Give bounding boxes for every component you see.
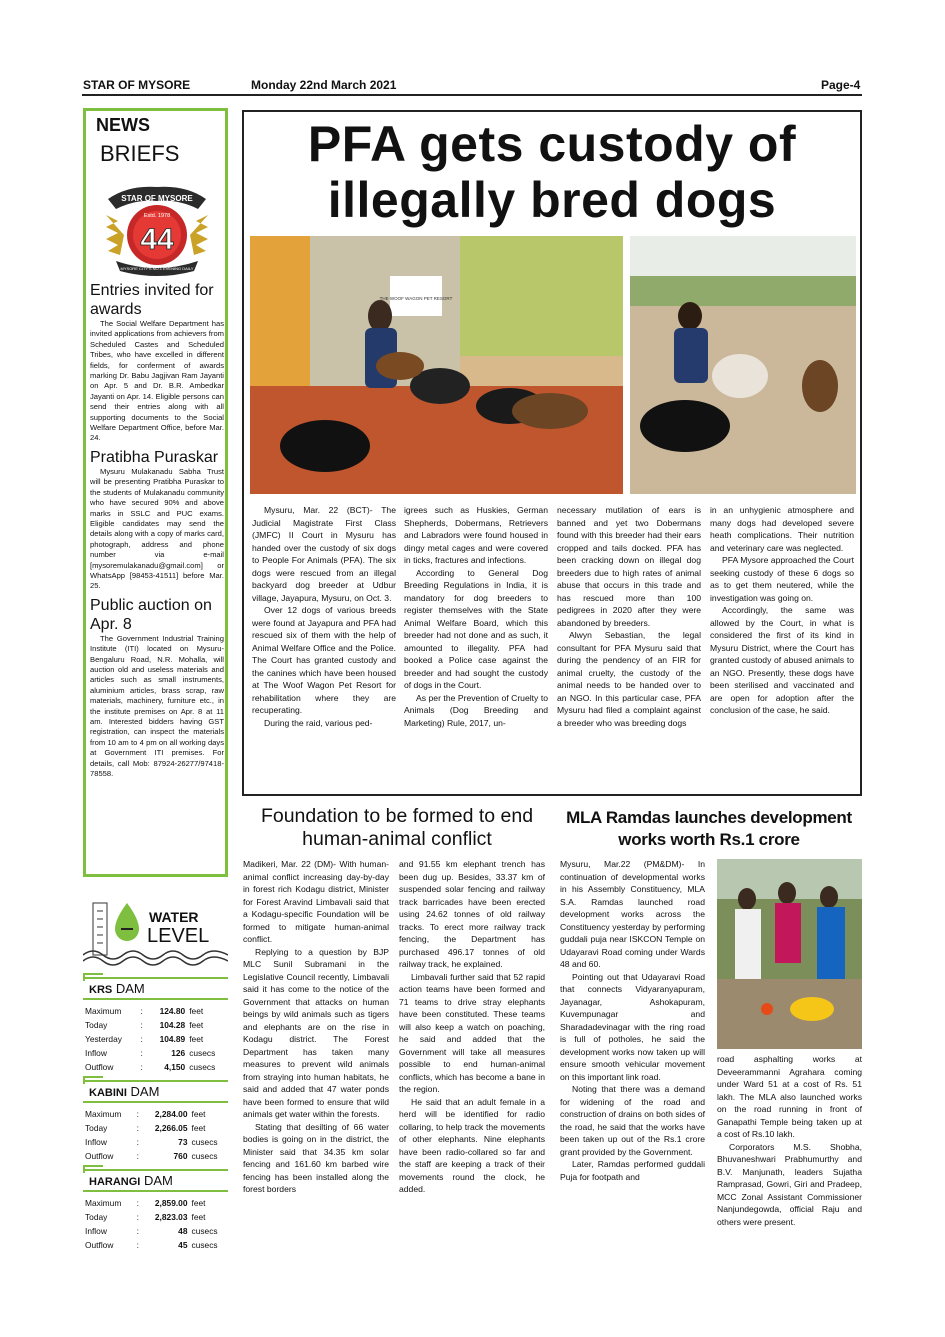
dam-name-bold: KABINI [89,1087,127,1099]
brief-body: Mysuru Mulakanadu Sabha Trust will be presenting Pratibha Puraskar to the students of Mulakanadu community who have secured 90% and above marks in SSLC and PUC exams. Eligible candidates may send the details along with a copy of marks card, photograph, address and phone number via e-mail [mysoremulakanadu@gmail.com] or WhatsApp [98453-41511] before Mar. 25. [90,466,224,591]
lead-paragraph: PFA Mysore approached the Court seeking custody of these 6 dogs so as to get them neutered, while the investigation was going on. [710,555,854,603]
dam-unit: cusecs [191,1150,218,1161]
dam-table [83,1004,228,1074]
brief-heading: Entries invited for awards [90,282,214,318]
foundation-paragraph: Replying to a question by BJP MLC Sunil Subramani in the Legislative Council recently, Limbavali said it has come to the notice of the Government that attacks on human beings by wild animals such as tigers and elephants are on the rise in Kodagu district. The Forest Department has taken many measures to prevent wild animals from straying into human habitats, he said and added that 47 water ponds have been formed to ensure that wild animals get water within the forests. [243,946,389,1119]
dogs-indoor-illustration [250,236,623,494]
dam-value: 4,150 [164,1061,186,1072]
lead-column-3 [557,504,701,729]
paper-name: STAR OF MYSORE [83,78,191,92]
dam-label: Outflow [85,1061,114,1072]
briefs-title-top: NEWS [96,115,150,135]
foundation-column-2 [399,858,545,1196]
lead-column-1 [252,504,396,729]
dam-row: Inflow : 73 cusecs [83,1135,228,1149]
briefs-title-bottom: BRIEFS [100,141,180,166]
dam-unit: feet [189,1019,204,1030]
brief-heading: Pratibha Puraskar [90,448,219,466]
lead-paragraph: Alwyn Sebastian, the legal consultant for PFA Mysuru said that during the pendency of an FIR for animal cruelty, the custody of the animal needs to be handed over to an NGO. In this particular case, PFA Mysuru had filed a complaint against a breeder who was breeding dogs [557,630,701,728]
dam-table [83,1196,228,1252]
dam-row: Inflow : 126 cusecs [83,1046,228,1060]
lead-paragraph: necessary mutilation of ears is banned and yet two Dobermans found with this breeder had their ears cropped and tails docked. PFA has been cracking down on illegal dog breeders due to high rates of animal abuse that occurs in this trade and has rescued more than 100 pedigrees in 2020 after they were abandoned by breeders. [557,505,701,628]
dam-label: Yesterday [85,1033,122,1044]
water-title-bottom: LEVEL [147,925,210,947]
dam-row: Today : 2,823.03 feet [83,1210,228,1224]
lead-headline-line1: PFA gets custody of [307,116,797,172]
dam-unit: cusecs [189,1047,216,1058]
mla-paragraph: Pointing out that Udayaravi Road that connects Vidyaranyapuram, Jayanagar, Ashokapuram, Kuvempunagar and Sharadadevinagar with the ring road is full of potholes, he said the development works now taken up will ensure smooth vehicular movement on this important link road. [560,971,705,1082]
dam-table [83,1107,228,1163]
brief-item [90,596,224,780]
dam-label: Maximum [85,1108,122,1119]
dam-title [83,1169,228,1192]
lead-paragraph: As per the Prevention of Cruelty to Animals (Dog Breeding and Marketing) Rule, 2017, un- [404,692,548,728]
dam-value: 104.89 [159,1033,186,1044]
lead-paragraph: Over 12 dogs of various breeds were found at Jayapura and PFA had rescued six of them with the help of Animal Welfare Office and the Police. The Court has granted custody and the canines which have been housed at The Woof Wagon Pet Resort for rehabilitation where they are recuperating. [252,605,396,715]
lead-column-4 [710,504,854,717]
dam-value: 45 [178,1239,188,1250]
dam-value: 73 [178,1136,188,1147]
dam-name: DAM [143,1173,173,1188]
logo-years: 44 [140,223,174,256]
mla-paragraph: Noting that there was a demand for widening of the road and construction of drains on both sides of the road, he said that the works have been taken up out of the Rs.1 crore grant provided by the Government. [560,1084,705,1157]
dam-label: Maximum [85,1197,122,1208]
lead-photo-dogs-outdoor [630,236,856,494]
dogs-outdoor-illustration [630,236,856,494]
dam-row: Today : 104.28 feet [83,1018,228,1032]
water-level-box [83,895,228,1265]
dam-unit: feet [191,1197,206,1208]
mla-ceremony-illustration [717,859,862,1049]
dam-label: Today [85,1019,108,1030]
lead-paragraph: Accordingly, the same was allowed by the Court, in what is considered the first of its kind in Mysuru District, where the Court has granted custody of abused animals to an NGO. Presently, these dogs have been sterilised and vaccinated and are open for adoption after the conclusion of the case, he said. [710,605,854,715]
dam-row: Inflow : 48 cusecs [83,1224,228,1238]
brief-item [90,448,224,592]
foundation-paragraph: and 91.55 km elephant trench has been dug up. Besides, 33.37 km of suspended solar fencing and railway track barricades have been erected using 24.62 tonnes of old railway tracks. To erect more railway track fencing, the Department has purchased 496.17 tonnes of old railway track, he explained. [399,859,545,969]
foundation-paragraph: He said that an adult female in a herd will be identified for radio collaring, to help track the movements of other elephants. Nine elephants have been radio-collared so far and the staff are keeping a track of their movements round the clock, he added. [399,1096,545,1194]
dam-value: 2,823.03 [154,1211,188,1222]
dam-name-bold: KRS [89,984,113,996]
dam-row: Today : 2,266.05 feet [83,1121,228,1135]
logo-estd: Estd. 1978 [143,213,171,219]
dam-unit: cusecs [191,1225,218,1236]
mla-paragraph: Corporators M.S. Shobha, Bhuvaneshwari Prabhumurthy and B.V. Manjunath, leaders Sujatha Ramprasad, Gowri, Giri and Pradeep, MCC Zonal Assistant Commissioner Nanjundegowda, official Raju and others were present. [717,1141,862,1227]
dam-name: DAM [115,981,145,996]
dam-value: 2,284.00 [154,1108,188,1119]
foundation-headline: Foundation to be formed to end human-animal conflict [260,805,534,850]
foundation-paragraph: Limbavali further said that 52 rapid action teams have been formed and 71 teams to drive stray elephants have been constituted. These teams will also keep a watch on poaching, he said and added that the Government will take all measures possible to end human-animal conflicts, which has become a bane in the region. [399,971,545,1094]
lead-column-2 [404,504,548,729]
mla-column-2 [717,1053,862,1228]
foundation-column-1 [243,858,389,1196]
lead-paragraph: in an unhygienic atmosphere and many dogs had developed severe heath complications. Their nutrition and veterinary care was neglected. [710,505,854,553]
dam-row: Maximum : 124.80 feet [83,1004,228,1018]
dam-value: 126 [171,1047,186,1058]
dam-label: Inflow [85,1136,107,1147]
dam-label: Inflow [85,1047,107,1058]
foundation-paragraph: Madikeri, Mar. 22 (DM)- With human-animal conflict increasing day-by-day in forest rich Kodagu district, Minister for Forest Aravind Limbavali said that a Kodagu-specific Foundation will be formed to mitigate human-animal conflict. [243,859,389,944]
dam-row: Outflow : 4,150 cusecs [83,1060,228,1074]
dam-label: Outflow [85,1239,114,1250]
dam-block-harangi [83,1169,228,1252]
lead-headline-line2: illegally bred dogs [327,172,777,228]
dam-title [83,977,228,1000]
dam-title [83,1080,228,1103]
news-briefs-box [83,108,228,877]
briefs-list [90,277,224,779]
lead-paragraph: According to General Dog Breeding Regulations in India, it is mandatory for dog breeders to register themselves with the State Animal Welfare Board, which this breeder had not done and as such, it amounted to illegality. PFA had booked a Police case against the breeder and had sought the custody of dogs in the Court. [404,567,548,690]
dam-value: 760 [173,1150,188,1161]
brief-heading: Public auction on Apr. 8 [90,596,212,633]
mla-photo [717,859,862,1049]
mla-column-1 [560,858,705,1183]
mla-headline: MLA Ramdas launches development works worth Rs.1 crore [566,808,852,849]
dam-value: 48 [178,1225,188,1236]
logo-motto: MYSORE CITY'S NO.1 EVENING DAILY [120,266,194,271]
dam-label: Today [85,1211,108,1222]
dam-row: Maximum : 2,859.00 feet [83,1196,228,1210]
dam-unit: cusecs [189,1061,216,1072]
header-rule [82,94,862,96]
dam-unit: feet [189,1033,204,1044]
lead-paragraph: During the raid, various ped- [264,717,373,728]
dam-value: 104.28 [159,1019,186,1030]
dam-row: Yesterday : 104.89 feet [83,1032,228,1046]
logo-name: STAR OF MYSORE [121,194,193,203]
dam-row: Outflow : 45 cusecs [83,1238,228,1252]
dam-row: Maximum : 2,284.00 feet [83,1107,228,1121]
dam-unit: cusecs [191,1239,218,1250]
brief-body: The Social Welfare Department has invited applications from achievers from Scheduled Castes and Scheduled Tribes, who have excelled in different fields, for conferment of awards marking Dr. Babu Jagjivan Ram Jayanti on Apr. 5 and Dr. B.R. Ambedkar Jayanti on Apr. 14. Eligible persons can send their entries along with all supporting documents to the Social Welfare Department Office, before Mar. 24. [90,319,224,443]
dam-label: Today [85,1122,108,1133]
dam-unit: feet [189,1005,204,1016]
dam-label: Maximum [85,1005,122,1016]
dam-name-bold: HARANGI [89,1176,141,1188]
mla-paragraph: Later, Ramdas performed guddali Puja for footpath and [560,1159,705,1182]
dam-value: 2,266.05 [154,1122,188,1133]
mla-paragraph: Mysuru, Mar.22 (PM&DM)- In continuation of developmental works in his Assembly Constituency, MLA S.A. Ramdas launched road development works across the Constituency yesterday by performing guddali puja near ISKCON Temple on Udayaravi Road coming under Wards 48 and 60. [560,859,705,969]
page-number: Page-4 [821,78,861,92]
water-drop-icon [115,903,139,941]
dam-list [83,971,228,1252]
dam-row: Outflow : 760 cusecs [83,1149,228,1163]
dam-name: DAM [130,1084,160,1099]
lead-story-box [242,110,862,796]
dam-block-kabini [83,1080,228,1163]
mla-paragraph: road asphalting works at Deveerammanni Agrahara coming under Ward 51 at a cost of Rs. 51 lakh. The MLA also launched works on the road running in front of Ganapathi Temple being taken up at a cost of Rs.10 lakh. [717,1054,862,1139]
dam-unit: cusecs [191,1136,218,1147]
dam-unit: feet [191,1211,206,1222]
dam-unit: feet [191,1108,206,1119]
lead-photo-dogs-indoor [250,236,623,494]
foundation-paragraph: Stating that desilting of 66 water bodies is going on in the district, the Minister said that 34.35 km solar fencing and 161.60 km barbed wire fencing has been installed along the forest borders [243,1121,389,1194]
photo-sign-text: THE WOOF WAGON PET RESORT [379,296,453,301]
dam-label: Outflow [85,1150,114,1161]
lead-paragraph: igrees such as Huskies, German Shepherds, Dobermans, Retrievers and Labradors were found housed in dingy metal cages and were covered in ticks, fractures and infections. [404,505,548,565]
lead-paragraph: Mysuru, Mar. 22 (BCT)- The Judicial Magistrate First Class (JMFC) II Court in Mysuru has handed over the custody of six dogs to People For Animals (PFA). The six dogs were rescued from an illegal backyard dog breeder at Udbur village, Jayapura, Mysuru, on Oct. 3. [252,505,396,603]
brief-body: The Government Industrial Training Institute (ITI) located on Mysuru-Bengaluru Road, N.R. Mohalla, will auction old and useless materials and articles such as small instruments, aluminium articles, brass scrap, raw materials, machinery, furniture etc., in the institute premises on Apr. 8 at 11 am. Interested bidders having GST registration, can inspect the materials from 10 am to 4 pm on all working days at Government ITI premises. For details, call Mob: 87924-26277/97418-78558. [90,633,224,779]
issue-date: Monday 22nd March 2021 [251,78,397,92]
dam-value: 124.80 [159,1005,186,1016]
dam-label: Inflow [85,1225,107,1236]
brief-item [90,281,224,444]
star-of-mysore-logo [98,175,216,279]
water-title-top: WATER [149,909,199,925]
dam-value: 2,859.00 [154,1197,188,1208]
dam-block-krs [83,977,228,1074]
dam-unit: feet [191,1122,206,1133]
